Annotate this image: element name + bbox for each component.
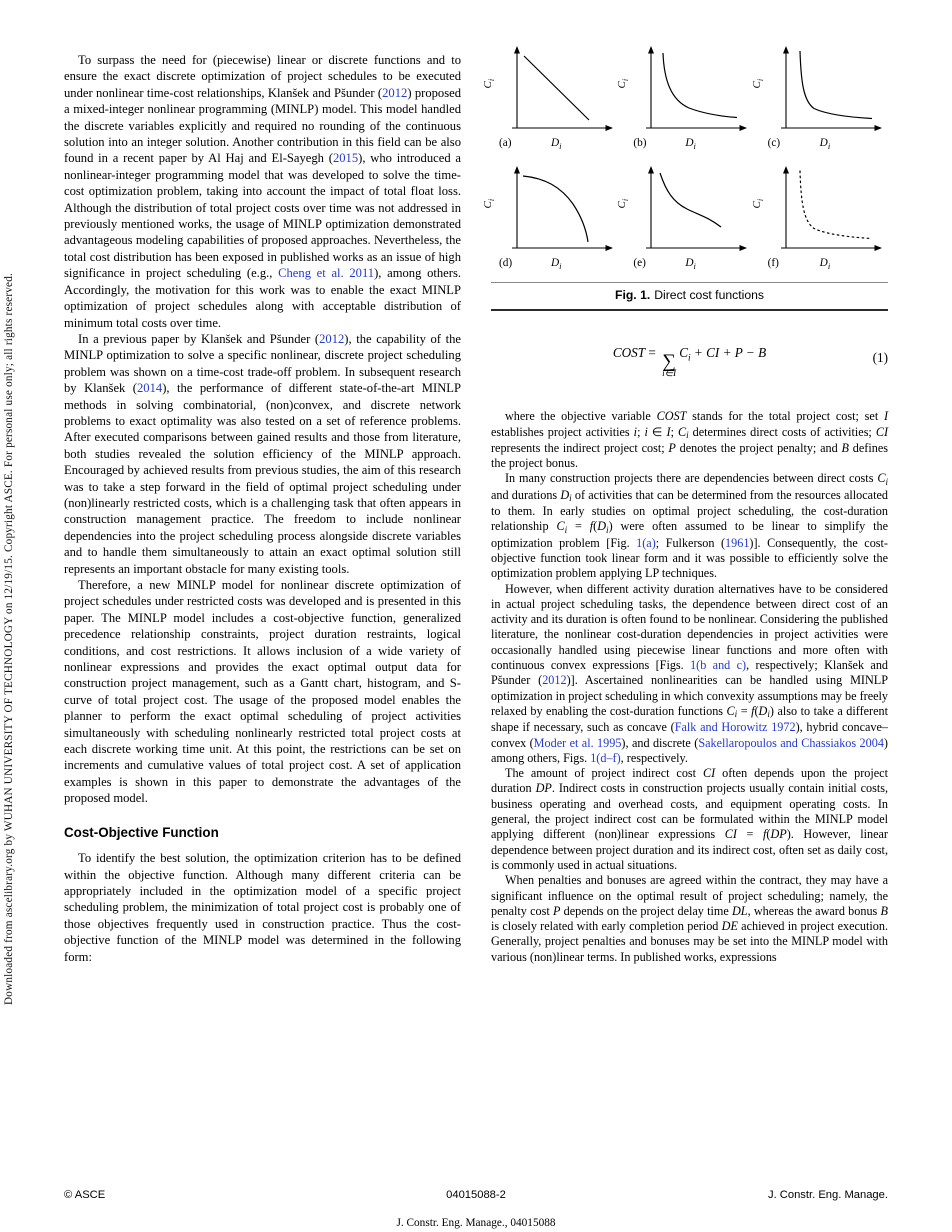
y-axis-arrow [648, 166, 654, 174]
text-run: i [633, 424, 638, 439]
cost-curve [523, 176, 588, 242]
text-run: defines the project bonus. [491, 440, 889, 471]
paragraph [491, 471, 888, 581]
text-run: depends on the project delay time [560, 903, 732, 918]
citation-link[interactable]: Cheng et al. 2011 [278, 266, 375, 281]
section-paragraphs [64, 850, 461, 965]
text-run: where the objective variable [505, 409, 657, 424]
text-run: = [737, 703, 752, 718]
text-run: DP [535, 781, 552, 796]
text-run: COST [656, 409, 687, 424]
sum-operator [662, 353, 676, 379]
text-run: ), who introduced a nonlinear-integer programming model that was developed to solve the time-cost optimization problem, taking into account the impact of total float loss. Although the distribution of total project costs over time was not addressed in previously mentioned works, the usage of MINLP optimization demonstrated advantageous modeling capabilities of proposed approaches. Nevertheless, the total cost distribution has been exposed in published works as an issue of high significance in project scheduling (e.g., [64, 151, 461, 281]
text-run: i [606, 524, 609, 535]
y-axis-label: $C_i$ [482, 198, 496, 209]
text-run: achieved in project execution. Generally, project penalties and bonuses may be set into the MINLP model with various (non)linear terms. In published works, expressions [491, 919, 889, 964]
text-run: is closely related with early completion period [491, 919, 722, 934]
paragraph [491, 409, 888, 471]
x-axis-arrow [606, 125, 614, 131]
paragraph [491, 873, 888, 965]
x-axis-arrow [740, 125, 748, 131]
x-axis-label: $D_i$ [551, 257, 562, 271]
x-axis-arrow [606, 245, 614, 251]
text-run: D [560, 487, 570, 502]
text-run: In a previous paper by Klanšek and Pšunder ( [78, 331, 320, 346]
right-paragraphs [491, 409, 888, 965]
text-run: )]. Consequently, the cost-objective function took linear form and it was possible to efficiently solve the optimization problem applying LP techniques. [491, 535, 888, 581]
figure-1 [482, 44, 888, 311]
text-run: To surpass the need for (piecewise) linear or discrete functions and to ensure the exact discrete optimization of project schedules to be executed under nonlinear time-cost relationships, Klanšek and Pšunder ( [64, 53, 461, 100]
text-run: ) [769, 703, 774, 718]
text-run: ) among others, Figs. [491, 735, 888, 765]
text-run: ; [670, 424, 678, 439]
text-run: DP [770, 827, 787, 842]
text-run: P [668, 440, 676, 455]
citation-link[interactable]: 2012 [382, 85, 408, 100]
y-axis-label: $C_i$ [616, 198, 630, 209]
left-column [64, 44, 461, 965]
text-run: = [567, 519, 590, 534]
text-run: To identify the best solution, the optimization criterion has to be defined within the objective function. Although many different criteria can be appropriately included in the optimization model of a specific project scheduling problem, the minimization of total project cost is probably one of those objectives frequently used in construction practice. Thus the cost-objective function of the MINLP model was determined in the following form: [64, 851, 461, 964]
subplot-axes [635, 164, 753, 254]
y-axis-arrow [648, 46, 654, 54]
text-run: C [877, 471, 886, 486]
subplot-tag: (c) [767, 137, 781, 149]
x-axis-label: $D_i$ [819, 137, 831, 151]
page-content [64, 44, 888, 965]
x-axis-label: $D_i$ [685, 137, 696, 151]
eq-equals: = [645, 345, 660, 361]
text-run: I [666, 424, 671, 439]
cost-curve [800, 171, 872, 239]
text-run: CI [724, 827, 737, 842]
text-run: , whereas the award bonus [747, 903, 881, 918]
text-run: and durations [491, 487, 561, 502]
equation-1 [491, 345, 888, 379]
text-run: often depends upon the project duration [491, 766, 888, 796]
subplot-a [482, 44, 619, 156]
bottom-citation: J. Constr. Eng. Manage., 04015088 [396, 1217, 556, 1229]
text-run: D [758, 703, 768, 718]
text-run: determines direct costs of activities; [688, 424, 876, 439]
equation-body [612, 345, 767, 380]
figure-caption-label: Fig. 1. [615, 288, 651, 302]
text-run: ) [786, 827, 791, 842]
eq-lhs: COST [612, 345, 646, 361]
text-run: denotes the project penalty; and [675, 440, 842, 455]
subplot-axes [635, 44, 753, 134]
text-run: ) proposed a mixed-integer nonlinear programming (MINLP) model. This model handled the discrete variables explicitly and required no rounding of the continuous solution into an integer solution. Another contribution in this field can be also found in a recent paper by Al Haj and El-Sayegh ( [64, 85, 462, 166]
text-run: )]. Ascertained nonlinearities can be handled using MINLP optimization in project scheduling in which convexity assumptions may be freely relaxed by enabling the cost-duration functions [491, 673, 888, 718]
eq-term-sub: i [687, 353, 691, 364]
paragraph [64, 52, 461, 331]
text-run: also to take a different shape if necessary, such as concave ( [491, 703, 888, 735]
page-footer [64, 1189, 888, 1201]
citation-link[interactable]: 1961 [725, 535, 750, 550]
eq-term-main: C [679, 345, 688, 361]
text-run: f [589, 519, 594, 534]
x-axis-arrow [874, 125, 882, 131]
figure-grid [482, 44, 888, 276]
citation-link[interactable]: Sakellaropoulos and Chassiakos 2004 [698, 735, 884, 750]
paragraph [491, 582, 888, 767]
cost-curve [663, 53, 737, 118]
subplot-axes [501, 44, 619, 134]
text-run: When penalties and bonuses are agreed within the contract, they may have a significant influence on the optimal result of project scheduling; namely, the penalty cost [491, 873, 888, 918]
footer-page-number: 04015088-2 [446, 1189, 506, 1201]
y-axis-label: $C_i$ [750, 78, 765, 89]
paragraph [64, 331, 461, 577]
subplot-b [616, 44, 753, 156]
text-run: i [767, 709, 770, 720]
y-axis-arrow [783, 166, 789, 174]
section-heading: Cost-Objective Function [64, 824, 219, 840]
text-run: i [734, 709, 738, 720]
sum-subscript: i∈I [662, 369, 677, 380]
text-run: ; [637, 424, 645, 439]
y-axis-label: $C_i$ [482, 78, 496, 89]
y-axis-label: $C_i$ [750, 198, 765, 209]
text-run: B [841, 440, 849, 455]
right-column [482, 44, 889, 965]
subplot-c [750, 44, 888, 156]
subplot-axes [770, 164, 888, 254]
text-run: I [883, 409, 889, 424]
subplot-axes [770, 44, 888, 134]
figure-caption-text: Direct cost functions [654, 288, 764, 302]
text-run: ( [593, 519, 598, 534]
text-run: . However, linear dependence between project duration and its indirect cost, often set as daily cost, is commonly used in actual situations. [491, 827, 888, 872]
text-run: ; Fulkerson ( [655, 535, 726, 550]
text-run: represents the indirect project cost; [491, 440, 669, 455]
citation-link[interactable]: 1(a) [636, 535, 656, 550]
text-run: The amount of project indirect cost [505, 766, 703, 781]
text-run: DE [721, 919, 738, 934]
text-run: D [597, 519, 607, 534]
text-run: stands for the total project cost; set [686, 409, 884, 424]
subplot-f [750, 164, 888, 276]
citation-link[interactable]: Moder et al. 1995 [533, 735, 622, 750]
text-run: , respectively. [620, 750, 688, 765]
citation-link[interactable]: 2015 [332, 151, 359, 166]
paragraph [491, 766, 888, 873]
cost-curve [660, 173, 721, 227]
footer-copyright: © ASCE [64, 1189, 106, 1201]
text-run: ), the performance of different state-of-the-art MINLP methods in solving combinatorial, (non)convex, and discrete network problems to exact optimality was also tested on a set of reference problems. After executed comparisons between gained results and those from literature, both studies revealed the solution efficiency of the MINLP approach. Encouraged by achieved results from previous studies, the aim of this research was to take a step forward in the field of optimal project scheduling under (non)linearly restricted costs, which is a challenging task that often appears in construction management practice. The freedom to include nonlinear dependencies into the project scheduling process alongside discrete variables and to handle them simultaneously to attain an exact optimal solution still represents an important obstacle for many existing tools. [64, 381, 461, 576]
text-run: f [751, 703, 755, 718]
x-axis-arrow [874, 245, 882, 251]
download-stamp: Downloaded from ascelibrary.org by WUHAN UNIVERSITY OF TECHNOLOGY on 12/19/15. Copyright ASCE. For personal use only; all rights reserved. [3, 272, 15, 1005]
cost-curve [524, 56, 589, 120]
text-run: ) [608, 519, 613, 534]
subplot-tag: (d) [499, 257, 513, 269]
footer-journal: J. Constr. Eng. Manage. [767, 1189, 888, 1201]
text-run: = [736, 827, 764, 842]
text-run: B [880, 903, 888, 918]
subplot-axes [501, 164, 619, 254]
paragraph [64, 577, 461, 807]
citation-link[interactable]: 1(b and c) [690, 658, 747, 673]
subplot-tag: (a) [499, 137, 512, 149]
subplot-d [482, 164, 619, 276]
text-run: ( [754, 703, 759, 718]
text-run: ∈ [647, 424, 667, 439]
subplot-e [616, 164, 753, 276]
text-run: However, when different activity duration alternatives have to be considered in actual project scheduling tasks, the dependence between direct cost of an activity and its duration is often found to be nonlinear. Considering the published literature, the nonlinear cost-duration dependencies in project activities were occasionally handled using piecewise linear functions and more often with continuous convex expressions [Figs. [491, 581, 888, 673]
text-run: C [677, 424, 687, 439]
citation-link[interactable]: 2014 [137, 381, 163, 396]
subplot-tag: (b) [633, 137, 647, 149]
y-axis-arrow [783, 46, 789, 54]
x-axis-label: $D_i$ [685, 257, 696, 271]
x-axis-arrow [740, 245, 748, 251]
citation-link[interactable]: 2012 [319, 331, 345, 346]
text-run: In many construction projects there are dependencies between direct costs [505, 471, 878, 486]
y-axis-label: $C_i$ [616, 78, 630, 89]
citation-link[interactable]: Falk and Horowitz 1972 [674, 720, 796, 735]
figure-caption [491, 282, 888, 311]
text-run: of activities that can be determined from the resources allocated to them. In early studies on optimal project scheduling, the cost-duration relationship [491, 487, 888, 534]
y-axis-arrow [514, 166, 520, 174]
sigma-symbol: ∑ [662, 351, 676, 373]
text-run: ), hybrid concave–convex ( [491, 720, 888, 750]
text-run: CI [875, 424, 889, 439]
subplot-tag: (e) [633, 257, 646, 269]
text-run: i [564, 524, 568, 535]
text-run: i [686, 430, 689, 441]
x-axis-label: $D_i$ [819, 257, 831, 271]
citation-link[interactable]: 1(d–f) [590, 750, 621, 765]
paragraph [64, 850, 461, 965]
text-run: C [726, 703, 735, 718]
y-axis-arrow [514, 46, 520, 54]
text-run: f [763, 827, 767, 842]
text-run: establishes project activities [491, 424, 634, 439]
text-run: . Indirect costs in construction projects usually contain initial costs, business operating and overhead costs, and equipment operating costs. In general, the project indirect cost can be formulated within the MINLP model applying different (non)linear expressions [491, 781, 888, 842]
text-run: P [552, 903, 561, 918]
citation-link[interactable]: 2012 [542, 673, 567, 688]
equation-number: (1) [872, 350, 888, 366]
cost-curve [800, 51, 872, 119]
text-run: ), and discrete ( [621, 735, 699, 750]
text-run: CI [703, 766, 716, 781]
eq-rest: + CI + P − B [690, 345, 767, 361]
text-run: ( [766, 827, 771, 842]
text-run: i [569, 493, 572, 504]
text-run: were often assumed to be linear to simplify the optimization problem [Fig. [491, 519, 889, 550]
subplot-tag: (f) [767, 257, 779, 269]
text-run: , respectively; Klanšek and Pšunder ( [491, 658, 889, 688]
text-run: i [644, 424, 648, 439]
text-run: ), among others. Accordingly, the motivation for this work was to enable the exact MINLP optimization of project schedules along with acceptable distribution of minimum total costs over time. [64, 266, 462, 330]
x-axis-label: $D_i$ [551, 137, 562, 151]
text-run: DL [732, 903, 748, 918]
text-run: C [556, 519, 565, 534]
text-run: ), the capability of the MINLP optimization to solve a specific nonlinear, discrete project scheduling problem was shown on a time-cost trade-off problem. In subsequent research by Klanšek ( [64, 331, 461, 396]
intro-paragraphs [64, 52, 461, 807]
text-run: i [885, 476, 888, 487]
text-run: Therefore, a new MINLP model for nonlinear discrete optimization of project schedules under restricted costs was developed and is presented in this paper. The MINLP model includes a cost-objective function, generalized precedence relationship constraints, project duration restraints, logical conditions, and cost restrictions. It allows inclusion of a wide variety of nonlinear expressions and provides the exact optimal output data for construction project management, such as a Gantt chart, histogram, and S-curve of total project cost. The usage of the proposed model enables the planner to perform the exact optimal scheduling of project activities simultaneously with scheduling nonlinearly restricted total project costs at each discrete working time unit. At this point, the restrictions can be set on increments and cumulative values of total project cost. A set of application examples is shown in this paper to demonstrate the advantages of the proposed model. [64, 578, 461, 806]
